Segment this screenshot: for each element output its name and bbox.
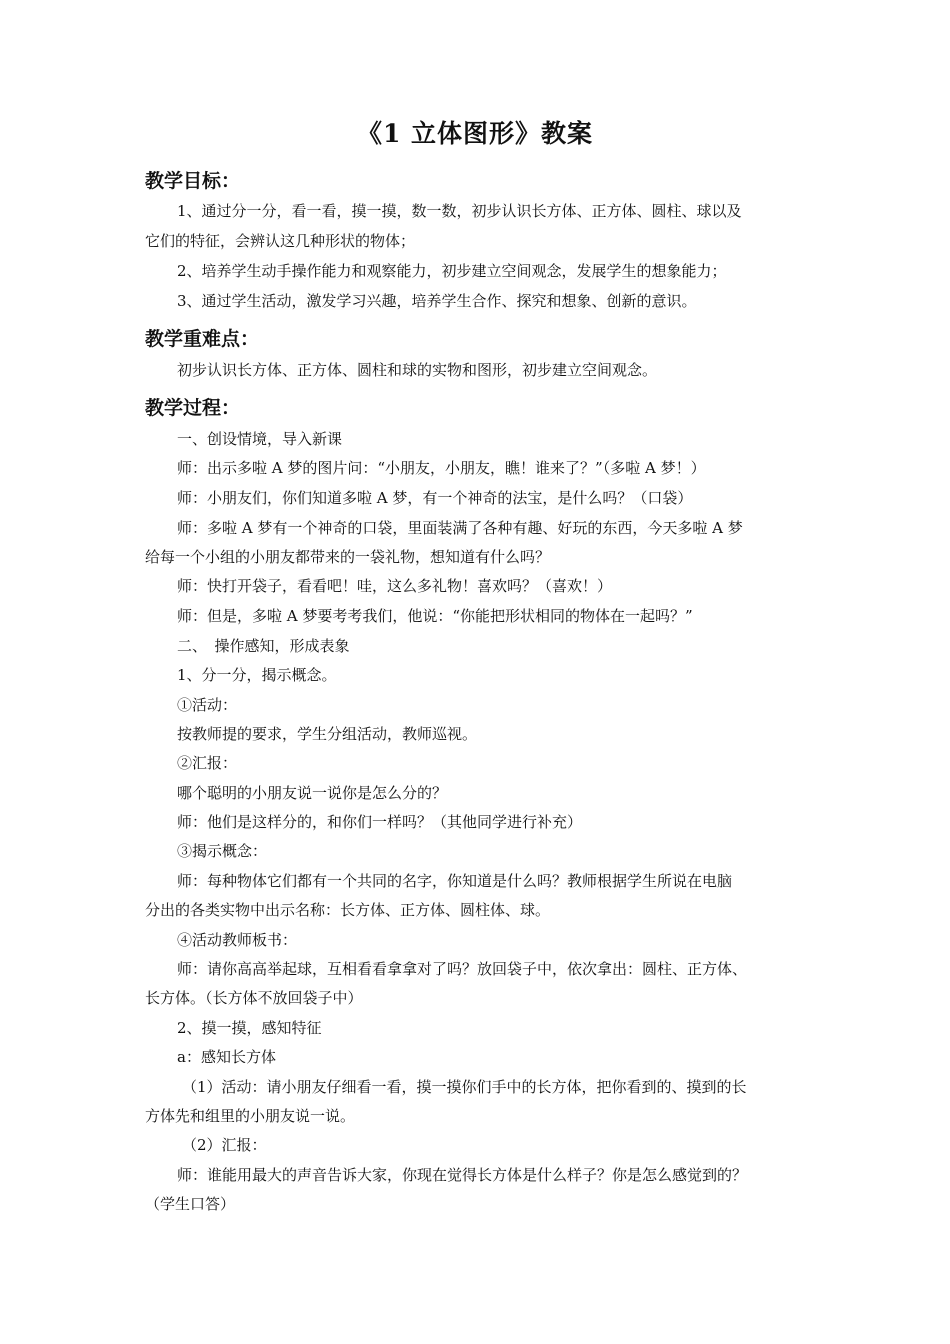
paragraph-line: 师：每种物体它们都有一个共同的名字，你知道是什么吗？教师根据学生所说在电脑: [177, 872, 733, 890]
paragraph-line: 3、通过学生活动，激发学习兴趣，培养学生合作、探究和想象、创新的意识。: [177, 292, 697, 310]
paragraph-line: 师：但是，多啦 A 梦要考考我们，他说：“你能把形状相同的物体在一起吗？”: [177, 607, 693, 625]
paragraph-line: 1、分一分，揭示概念。: [177, 666, 337, 684]
paragraph-line: 它们的特征，会辨认这几种形状的物体；: [145, 232, 416, 250]
paragraph-line: 2、培养学生动手操作能力和观察能力，初步建立空间观念，发展学生的想象能力；: [177, 262, 727, 280]
paragraph-line: 师：快打开袋子，看看吧！哇，这么多礼物！喜欢吗？（喜欢！）: [177, 577, 613, 595]
paragraph-line: ③揭示概念：: [177, 842, 268, 860]
paragraph-line: ①活动：: [177, 696, 238, 714]
paragraph-line: 师：谁能用最大的声音告诉大家，你现在觉得长方体是什么样子？你是怎么感觉到的？: [177, 1166, 748, 1184]
objectives-heading: 教学目标：: [145, 170, 241, 192]
paragraph-line: 一、创设情境，导入新课: [177, 430, 343, 448]
paragraph-line: ②汇报：: [177, 754, 238, 772]
paragraph-line: （2）汇报：: [182, 1136, 267, 1154]
paragraph-line: ④活动教师板书：: [177, 931, 298, 949]
key-points-heading: 教学重难点：: [145, 328, 260, 350]
paragraph-line: 二、 操作感知，形成表象: [177, 637, 350, 655]
paragraph-line: 师：请你高高举起球，互相看看拿拿对了吗？放回袋子中，依次拿出：圆柱、正方体、: [177, 960, 748, 978]
paragraph-line: 长方体。（长方体不放回袋子中）: [145, 989, 363, 1007]
paragraph-line: 方体先和组里的小朋友说一说。: [145, 1107, 356, 1125]
paragraph-line: a：感知长方体: [177, 1048, 276, 1066]
paragraph-line: 哪个聪明的小朋友说一说你是怎么分的？: [177, 784, 448, 802]
paragraph-line: 初步认识长方体、正方体、圆柱和球的实物和图形，初步建立空间观念。: [177, 361, 658, 379]
paragraph-line: 师：出示多啦 A 梦的图片问：“小朋友，小朋友，瞧！谁来了？”（多啦 A 梦！）: [177, 459, 706, 477]
paragraph-line: 分出的各类实物中出示名称：长方体、正方体、圆柱体、球。: [145, 901, 551, 919]
paragraph-line: 师：他们是这样分的，和你们一样吗？（其他同学进行补充）: [177, 813, 583, 831]
paragraph-line: 师：多啦 A 梦有一个神奇的口袋，里面装满了各种有趣、好玩的东西，今天多啦 A 梦: [177, 519, 743, 537]
paragraph-line: 2、摸一摸，感知特征: [177, 1019, 322, 1037]
paragraph-line: 给每一个小组的小朋友都带来的一袋礼物，想知道有什么吗？: [145, 548, 551, 566]
paragraph-line: （学生口答）: [145, 1195, 236, 1213]
document-title: 《1 立体图形》教案: [356, 119, 594, 148]
paragraph-line: （1）活动：请小朋友仔细看一看，摸一摸你们手中的长方体，把你看到的、摸到的长: [182, 1078, 747, 1096]
paragraph-line: 按教师提的要求，学生分组活动，教师巡视。: [177, 725, 478, 743]
paragraph-line: 1、通过分一分，看一看，摸一摸，数一数，初步认识长方体、正方体、圆柱、球以及: [177, 202, 742, 220]
paragraph-line: 师：小朋友们，你们知道多啦 A 梦，有一个神奇的法宝，是什么吗？（口袋）: [177, 489, 693, 507]
process-heading: 教学过程：: [145, 397, 241, 419]
